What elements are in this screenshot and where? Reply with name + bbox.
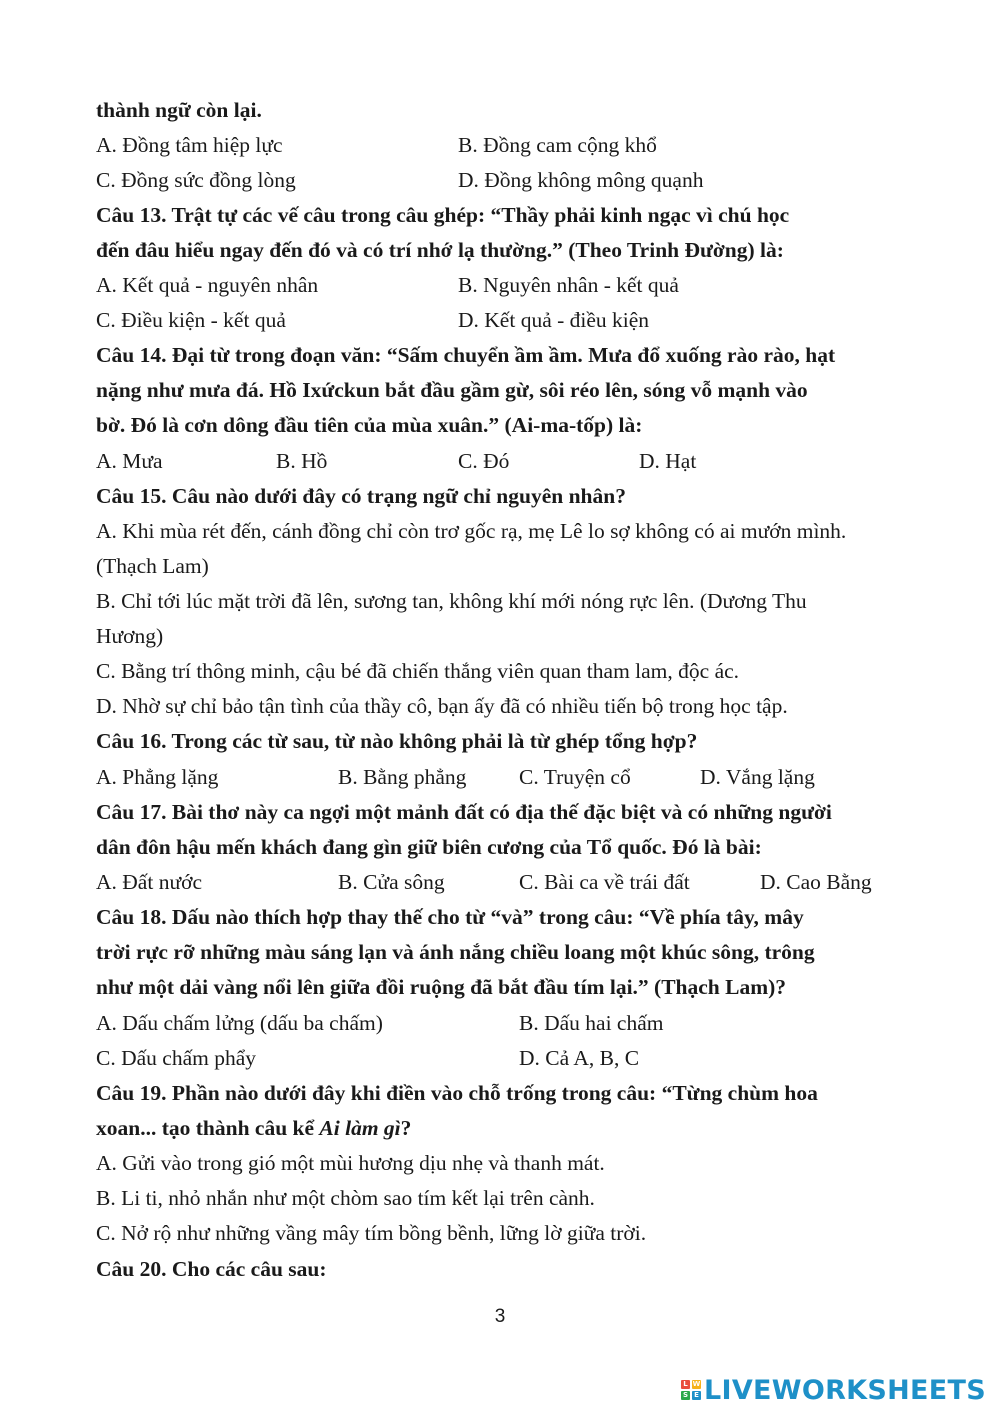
q19-stem-prefix: xoan... tạo thành câu kể <box>96 1116 320 1140</box>
q13-stem-line1: Câu 13. Trật tự các vế câu trong câu ghép: “Thầy phải kinh ngạc vì chú học <box>96 203 790 227</box>
q12-option-a[interactable]: A. Đồng tâm hiệp lực <box>96 133 283 157</box>
q14-option-c[interactable]: C. Đó <box>458 449 510 473</box>
q18-stem-line1: Câu 18. Dấu nào thích hợp thay thế cho từ “và” trong câu: “Về phía tây, mây <box>96 905 804 929</box>
q16-option-b[interactable]: B. Bằng phẳng <box>338 765 467 789</box>
q13-options-row1 <box>96 270 976 300</box>
q14-option-b[interactable]: B. Hồ <box>276 449 328 473</box>
q19-stem-line2 <box>96 1113 411 1143</box>
q13-options-row2 <box>96 305 976 335</box>
q17-option-d[interactable]: D. Cao Bằng <box>760 870 872 894</box>
q18-stem-line3: như một dải vàng nổi lên giữa đồi ruộng đã bắt đầu tím lại.” (Thạch Lam)? <box>96 975 787 999</box>
q19-option-c[interactable]: C. Nở rộ như những vầng mây tím bồng bềnh, lững lờ giữa trời. <box>96 1221 647 1245</box>
q13-option-d[interactable]: D. Kết quả - điều kiện <box>458 308 650 332</box>
q20-stem: Câu 20. Cho các câu sau: <box>96 1257 327 1281</box>
q16-stem: Câu 16. Trong các từ sau, từ nào không phải là từ ghép tổng hợp? <box>96 729 698 753</box>
q14-stem-line1: Câu 14. Đại từ trong đoạn văn: “Sấm chuyển ầm ầm. Mưa đổ xuống rào rào, hạt <box>96 343 836 367</box>
q19-stem-suffix: ? <box>400 1116 412 1140</box>
q16-options-row <box>96 762 976 792</box>
q17-stem-line2: dân đôn hậu mến khách đang gìn giữ biên cương của Tổ quốc. Đó là bài: <box>96 835 762 859</box>
q17-option-c[interactable]: C. Bài ca về trái đất <box>519 870 690 894</box>
q17-option-a[interactable]: A. Đất nước <box>96 870 203 894</box>
q16-option-c[interactable]: C. Truyện cổ <box>519 765 631 789</box>
q17-options-row <box>96 867 976 897</box>
q16-option-a[interactable]: A. Phẳng lặng <box>96 765 219 789</box>
q13-option-b[interactable]: B. Nguyên nhân - kết quả <box>458 273 679 297</box>
q19-option-a[interactable]: A. Gửi vào trong gió một mùi hương dịu nhẹ và thanh mát. <box>96 1151 605 1175</box>
q18-option-d[interactable]: D. Cả A, B, C <box>519 1046 640 1070</box>
liveworksheets-logo-icon: L W S E <box>682 1380 701 1399</box>
q15-option-c[interactable]: C. Bằng trí thông minh, cậu bé đã chiến thắng viên quan tham lam, độc ác. <box>96 659 740 683</box>
q14-options-row <box>96 446 976 476</box>
q13-option-a[interactable]: A. Kết quả - nguyên nhân <box>96 273 319 297</box>
q15-option-b-cont: Hương) <box>96 624 164 648</box>
q15-option-a[interactable]: A. Khi mùa rét đến, cánh đồng chỉ còn trơ gốc rạ, mẹ Lê lo sợ không có ai mướn mình. <box>96 519 847 543</box>
liveworksheets-brand[interactable] <box>681 1372 986 1408</box>
q19-option-b[interactable]: B. Li ti, nhỏ nhắn như một chòm sao tím kết lại trên cành. <box>96 1186 595 1210</box>
q18-option-c[interactable]: C. Dấu chấm phẩy <box>96 1046 257 1070</box>
q17-stem-line1: Câu 17. Bài thơ này ca ngợi một mảnh đất có địa thế đặc biệt và có những người <box>96 800 832 824</box>
q13-stem-line2: đến đâu hiểu ngay đến đó và có trí nhớ lạ thường.” (Theo Trinh Đường) là: <box>96 238 784 262</box>
q14-option-d[interactable]: D. Hạt <box>639 449 697 473</box>
intro-tail-line: thành ngữ còn lại. <box>96 98 262 122</box>
q18-options-row1 <box>96 1008 976 1038</box>
q15-option-d[interactable]: D. Nhờ sự chỉ bảo tận tình của thầy cô, bạn ấy đã có nhiều tiến bộ trong học tập. <box>96 694 788 718</box>
q19-sentence-type: Ai làm gì <box>319 1116 401 1140</box>
q19-stem-line1: Câu 19. Phần nào dưới đây khi điền vào chỗ trống trong câu: “Từng chùm hoa <box>96 1081 818 1105</box>
q17-option-b[interactable]: B. Cửa sông <box>338 870 445 894</box>
q18-options-row2 <box>96 1043 976 1073</box>
q15-option-a-cont: (Thạch Lam) <box>96 554 209 578</box>
q18-option-a[interactable]: A. Dấu chấm lửng (dấu ba chấm) <box>96 1011 383 1035</box>
q14-option-a[interactable]: A. Mưa <box>96 449 163 473</box>
q14-stem-line3: bờ. Đó là cơn dông đầu tiên của mùa xuân.” (Ai-ma-tốp) là: <box>96 413 643 437</box>
q15-option-b[interactable]: B. Chỉ tới lúc mặt trời đã lên, sương tan, không khí mới nóng rực lên. (Dương Thu <box>96 589 807 613</box>
q12-option-c[interactable]: C. Đồng sức đồng lòng <box>96 168 296 192</box>
page-number: 3 <box>494 1306 506 1327</box>
q18-stem-line2: trời rực rỡ những màu sáng lạn và ánh nắng chiều loang một khúc sông, trông <box>96 940 815 964</box>
q13-option-c[interactable]: C. Điều kiện - kết quả <box>96 308 286 332</box>
q12-options-row1 <box>96 130 976 160</box>
q18-option-b[interactable]: B. Dấu hai chấm <box>519 1011 664 1035</box>
q12-option-b[interactable]: B. Đồng cam cộng khổ <box>458 133 657 157</box>
q12-options-row2 <box>96 165 976 195</box>
q14-stem-line2: nặng như mưa đá. Hồ Ixứckun bắt đầu gầm gừ, sôi réo lên, sóng vỗ mạnh vào <box>96 378 808 402</box>
q12-option-d[interactable]: D. Đồng không mông quạnh <box>458 168 704 192</box>
q16-option-d[interactable]: D. Vắng lặng <box>700 765 815 789</box>
liveworksheets-wordmark: LIVEWORKSHEETS <box>703 1374 986 1406</box>
q15-stem: Câu 15. Câu nào dưới đây có trạng ngữ chỉ nguyên nhân? <box>96 484 626 508</box>
